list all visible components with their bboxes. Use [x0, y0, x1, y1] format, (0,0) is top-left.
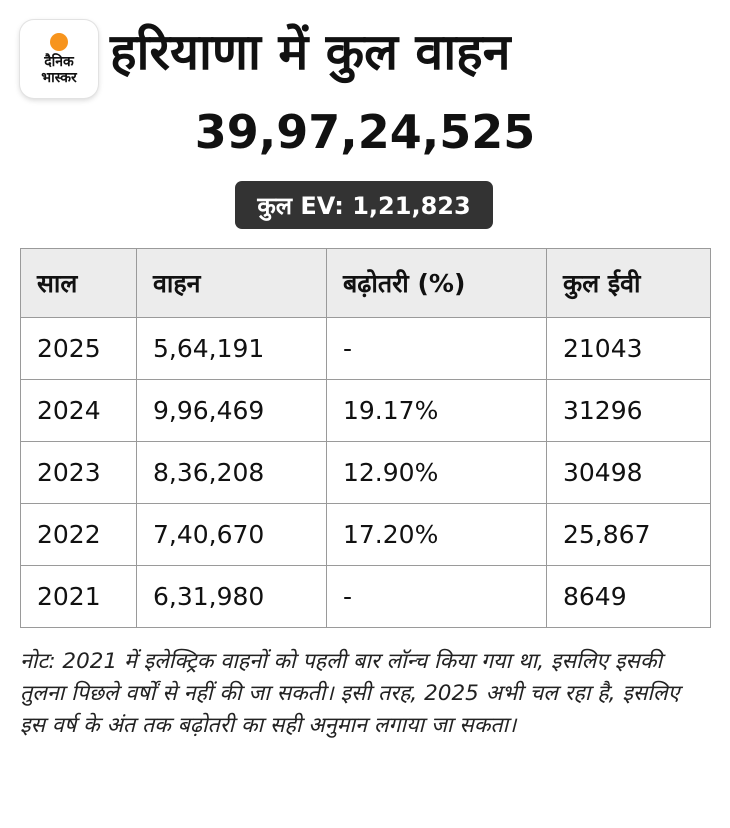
cell-year: 2023: [21, 442, 137, 504]
cell-growth: 17.20%: [327, 504, 547, 566]
cell-growth: -: [327, 318, 547, 380]
cell-total-ev: 21043: [547, 318, 711, 380]
header-growth: बढ़ोतरी (%): [327, 249, 547, 318]
header-year: साल: [21, 249, 137, 318]
cell-vehicles: 9,96,469: [137, 380, 327, 442]
table-row: [21, 380, 711, 442]
cell-vehicles: 5,64,191: [137, 318, 327, 380]
cell-total-ev: 31296: [547, 380, 711, 442]
cell-total-ev: 30498: [547, 442, 711, 504]
brand-logo: [20, 20, 98, 98]
table-header-row: [21, 249, 711, 318]
cell-total-ev: 25,867: [547, 504, 711, 566]
cell-vehicles: 6,31,980: [137, 566, 327, 628]
cell-growth: 19.17%: [327, 380, 547, 442]
header-vehicles: वाहन: [137, 249, 327, 318]
cell-growth: -: [327, 566, 547, 628]
table-row: [21, 504, 711, 566]
cell-growth: 12.90%: [327, 442, 547, 504]
logo-line-2: भास्कर: [41, 69, 77, 86]
cell-year: 2021: [21, 566, 137, 628]
table-row: [21, 318, 711, 380]
table-row: [21, 442, 711, 504]
vehicle-table: [20, 248, 711, 628]
cell-vehicles: 7,40,670: [137, 504, 327, 566]
cell-year: 2022: [21, 504, 137, 566]
cell-year: 2025: [21, 318, 137, 380]
header-total-ev: कुल ईवी: [547, 249, 711, 318]
footnote: नोट: 2021 में इलेक्ट्रिक वाहनों को पहली बार लॉन्च किया गया था, इसलिए इसकी तुलना पिछले वर्षों से नहीं की जा सकती। इसी तरह, 2025 अभी चल रहा है, इसलिए इस वर्ष के अंत तक बढ़ोतरी का सही अनुमान लगाया जा सकता।: [20, 649, 680, 738]
logo-line-1: दैनिक: [44, 53, 74, 70]
total-vehicles: 39,97,24,525: [194, 105, 536, 159]
table-row: [21, 566, 711, 628]
cell-total-ev: 8649: [547, 566, 711, 628]
page-title: हरियाणा में कुल वाहन: [110, 23, 511, 81]
cell-vehicles: 8,36,208: [137, 442, 327, 504]
cell-year: 2024: [21, 380, 137, 442]
sun-icon: [50, 33, 68, 51]
total-ev-badge: कुल EV: 1,21,823: [235, 181, 493, 229]
